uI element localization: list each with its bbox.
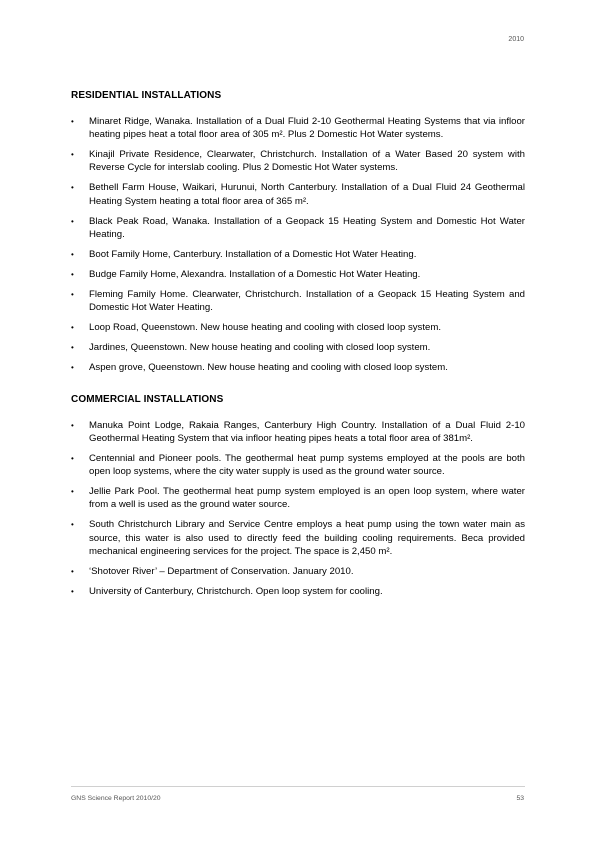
page-number: 53 — [516, 795, 524, 802]
list-item-text: Kinajil Private Residence, Clearwater, Christchurch. Installation of a Water Based 20 system with Reverse Cycle for interslab cooling. Plus 2 Domestic Hot Water systems. — [89, 149, 525, 174]
list-item — [71, 215, 525, 242]
page-content — [71, 90, 525, 605]
list-item-text: Manuka Point Lodge, Rakaia Ranges, Canterbury High Country. Installation of a Dual Fluid 2-10 Geothermal Heating System that via infloor heating pipes heats a total floor area of 381m². — [89, 419, 525, 445]
list-item — [71, 565, 525, 578]
residential-heading: RESIDENTIAL INSTALLATIONS — [71, 90, 222, 101]
page-year: 2010 — [508, 36, 524, 43]
footer-report-title: GNS Science Report 2010/20 — [71, 795, 161, 802]
list-item — [71, 361, 525, 374]
list-item — [71, 419, 525, 446]
bullet-icon: • — [71, 586, 74, 596]
list-item — [71, 518, 525, 558]
list-item — [71, 248, 525, 261]
list-item-text: South Christchurch Library and Service Centre employs a heat pump using the town water main as source, this water is also used to directly feed the building cooling requirements. Beca provided mechanical engineering services for the project. The space is 2,450 m². — [89, 519, 525, 557]
list-item — [71, 585, 525, 598]
list-item-text: University of Canterbury, Christchurch. Open loop system for cooling. — [89, 585, 383, 597]
bullet-icon: • — [71, 117, 74, 126]
list-item — [71, 341, 525, 354]
bullet-icon: • — [71, 289, 74, 299]
list-item — [71, 268, 525, 281]
list-item-text: Budge Family Home, Alexandra. Installation of a Domestic Hot Water Heating. — [89, 268, 421, 280]
bullet-icon: • — [71, 322, 74, 332]
commercial-list — [71, 419, 525, 598]
list-item-text: Loop Road, Queenstown. New house heating and cooling with closed loop system. — [89, 321, 441, 333]
list-item-text: Bethell Farm House, Waikari, Hurunui, North Canterbury. Installation of a Dual Fluid 24 Geothermal Heating System heating a total floor area of 365 m². — [89, 182, 525, 207]
list-item — [71, 181, 525, 208]
list-item-text: Minaret Ridge, Wanaka. Installation of a Dual Fluid 2-10 Geothermal Heating Systems that via infloor heating pipes heat a total floor area of 305 m². Plus 2 Domestic Hot Water systems. — [89, 116, 525, 141]
bullet-icon: • — [71, 566, 74, 576]
bullet-icon: • — [71, 269, 74, 279]
list-item-text: Jellie Park Pool. The geothermal heat pump system employed is an open loop system, where water from a well is used as the ground water source. — [89, 486, 525, 511]
list-item — [71, 321, 525, 334]
bullet-icon: • — [71, 453, 74, 463]
list-item — [71, 485, 525, 512]
bullet-icon: • — [71, 342, 74, 352]
list-item-text: ‘Shotover River’ – Department of Conservation. January 2010. — [89, 565, 354, 577]
list-item-text: Black Peak Road, Wanaka. Installation of a Geopack 15 Heating System and Domestic Hot Water Heating. — [89, 215, 525, 240]
bullet-icon: • — [71, 183, 74, 193]
residential-list — [71, 115, 525, 374]
list-item-text: Fleming Family Home. Clearwater, Christchurch. Installation of a Geopack 15 Heating System and Domestic Hot Water Heating. — [89, 288, 525, 313]
bullet-icon: • — [71, 520, 74, 530]
list-item-text: Boot Family Home, Canterbury. Installation of a Domestic Hot Water Heating. — [89, 248, 417, 260]
list-item-text: Jardines, Queenstown. New house heating and cooling with closed loop system. — [89, 341, 431, 353]
bullet-icon: • — [71, 249, 74, 259]
bullet-icon: • — [71, 150, 74, 160]
list-item-text: Aspen grove, Queenstown. New house heating and cooling with closed loop system. — [89, 361, 448, 373]
bullet-icon: • — [71, 216, 74, 226]
list-item — [71, 452, 525, 479]
bullet-icon: • — [71, 362, 74, 372]
footer-divider — [71, 786, 525, 787]
list-item — [71, 288, 525, 315]
bullet-icon: • — [71, 487, 74, 497]
list-item-text: Centennial and Pioneer pools. The geothermal heat pump systems employed at the pools are both open loop systems, where the city water supply is used as the ground water source. — [89, 452, 525, 478]
bullet-icon: • — [71, 420, 74, 430]
list-item — [71, 115, 525, 142]
list-item — [71, 148, 525, 175]
commercial-heading: COMMERCIAL INSTALLATIONS — [71, 393, 224, 405]
